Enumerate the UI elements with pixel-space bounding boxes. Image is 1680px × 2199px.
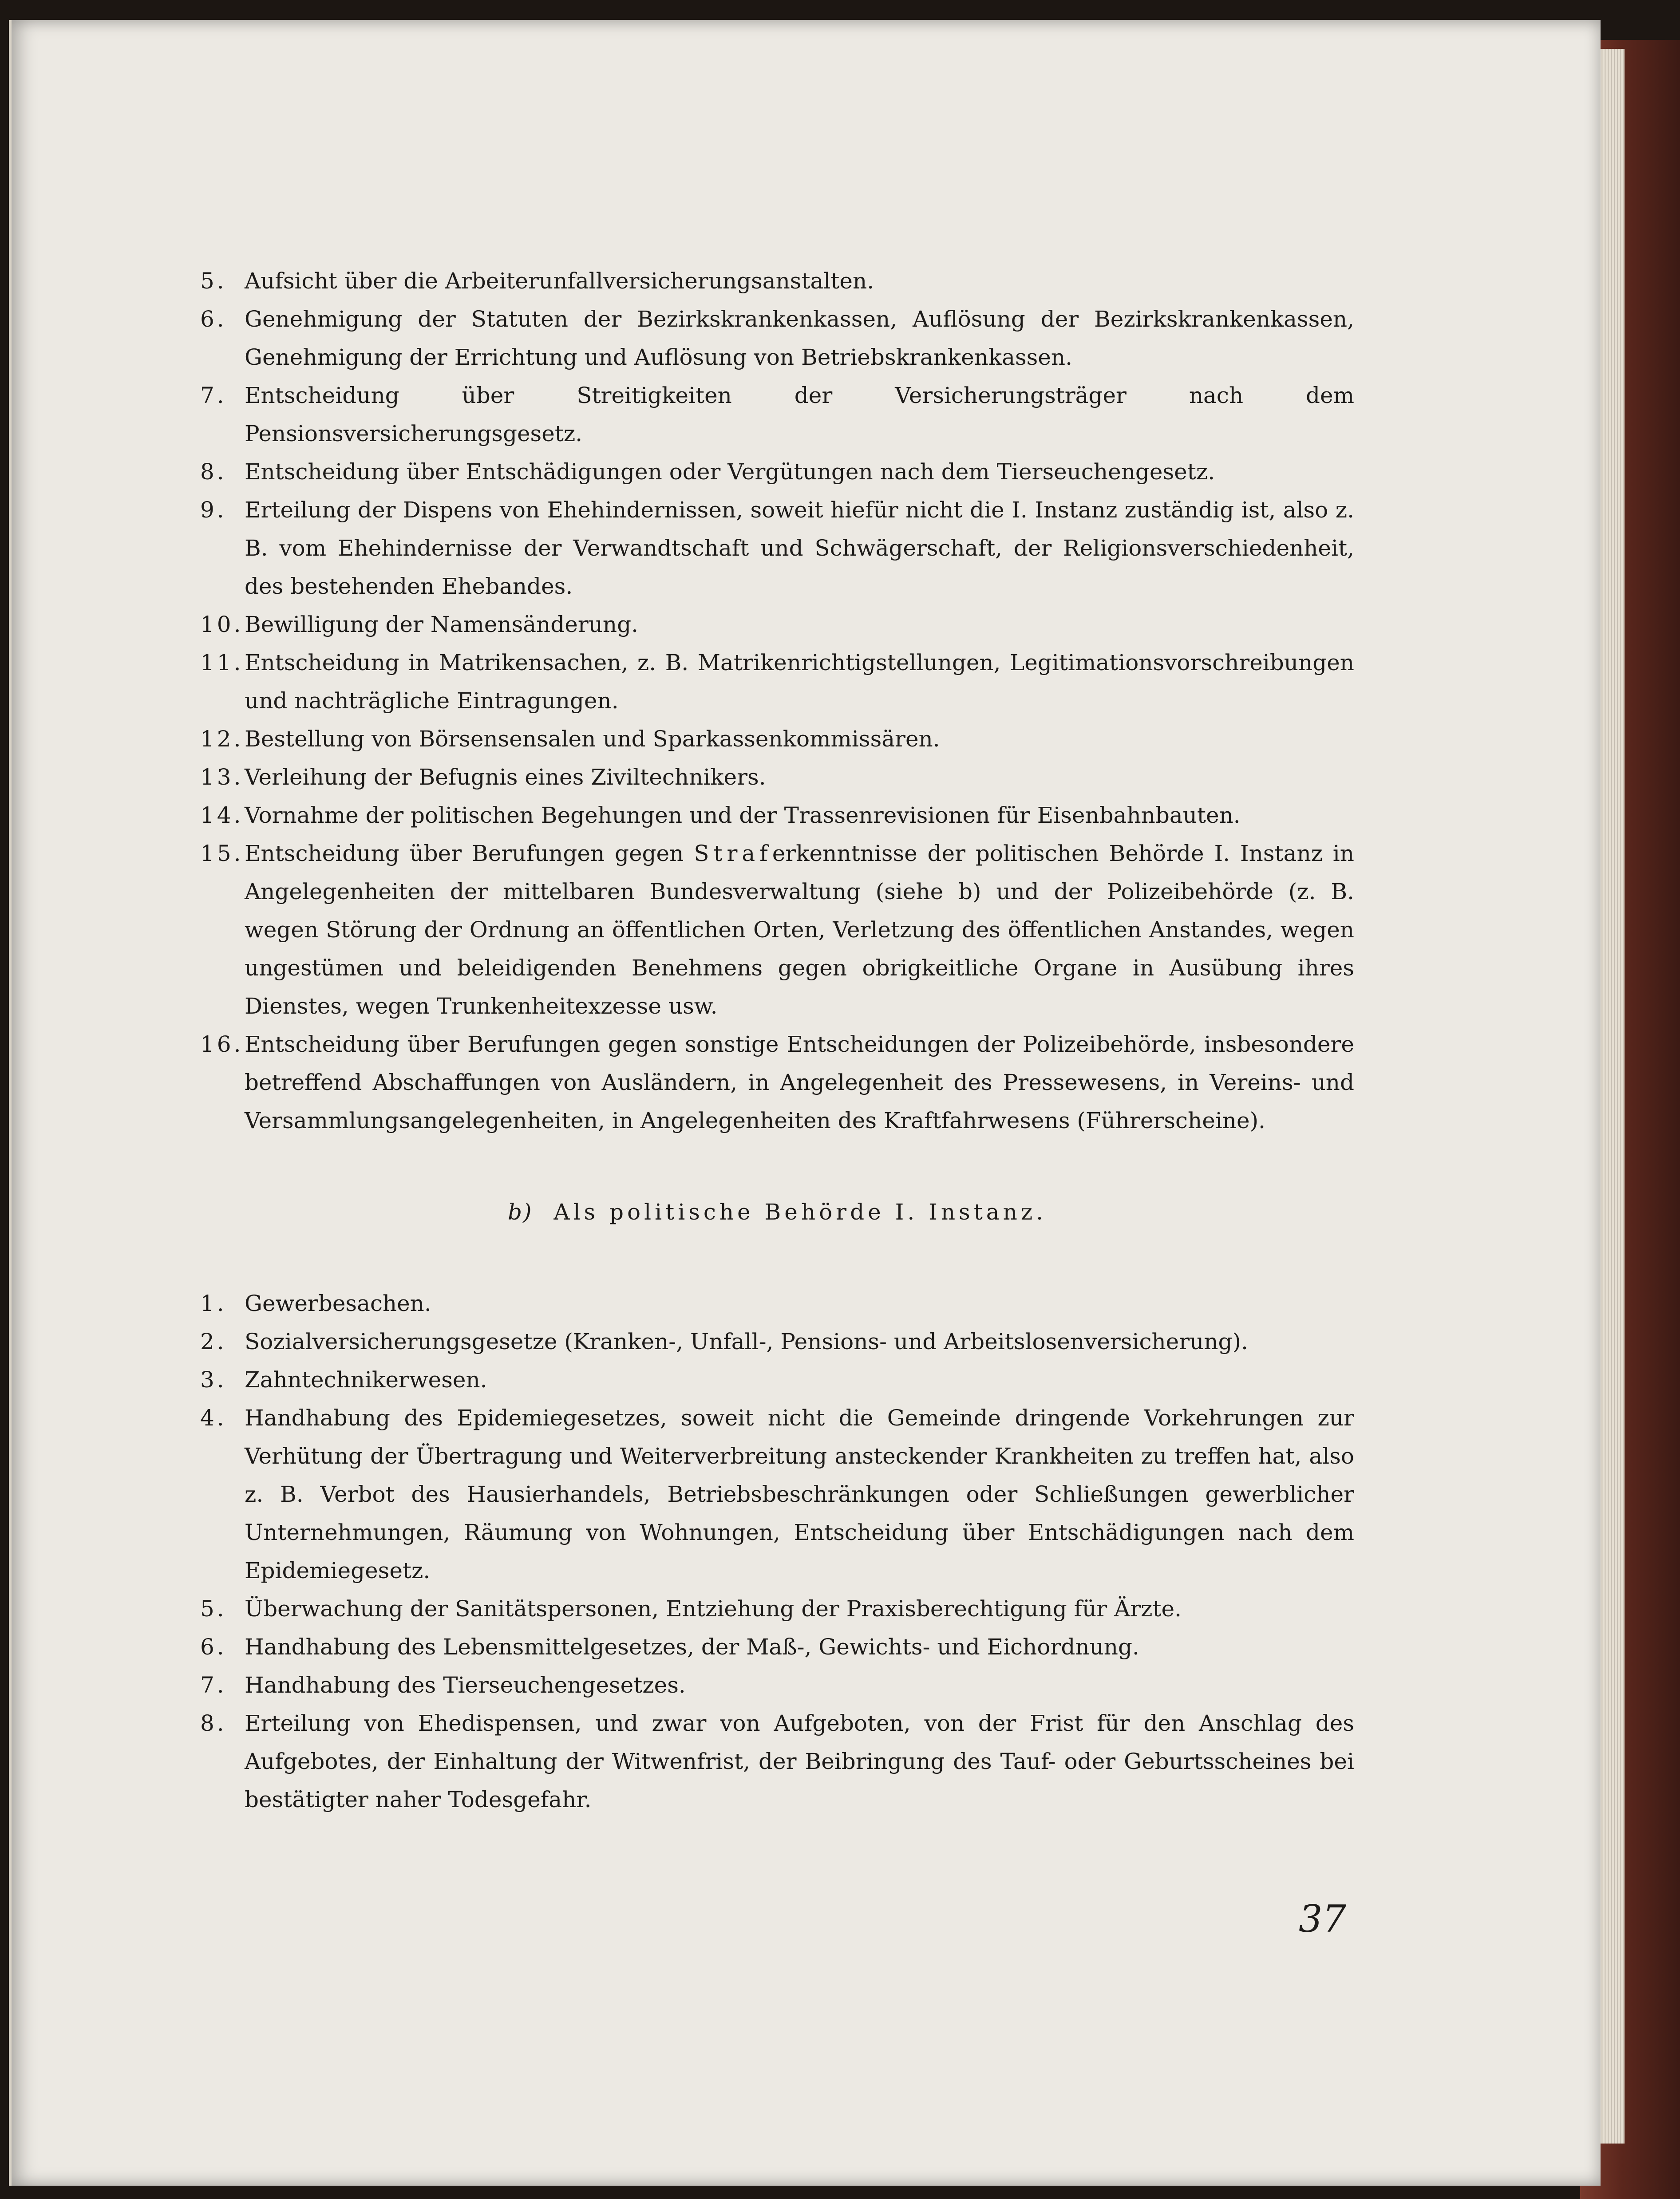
list-item-a-10 (200, 796, 1354, 834)
item-text: Handhabung des Lebensmittelgesetzes, der Maß-, Gewichts- und Eichordnung. (245, 1634, 1139, 1660)
list-item-a-16 (200, 1025, 1354, 1140)
list-item-a-5 (200, 491, 1354, 605)
item-text: Bestellung von Börsensensalen und Sparkassenkommissären. (245, 726, 940, 752)
list-item-b-2 (200, 1323, 1354, 1361)
item-text: Bewilligung der Namensänderung. (245, 612, 639, 637)
list-item-a-8 (200, 720, 1354, 758)
item-number: 14. (200, 802, 244, 828)
list-item-b-8 (200, 1704, 1354, 1819)
item-number: 6. (200, 1634, 227, 1660)
item-number: 10. (200, 612, 244, 637)
item-text: Überwachung der Sanitätspersonen, Entziehung der Praxisberechtigung für Ärzte. (245, 1596, 1182, 1622)
page-text (200, 262, 1354, 1819)
item-text: Entscheidung in Matrikensachen, z. B. Matrikenrichtigstellungen, Legitimationsvorschreibungen und nachträgliche Eintragungen. (245, 650, 1354, 714)
item-text: Aufsicht über die Arbeiterunfallversicherungsanstalten. (245, 268, 874, 294)
item-number: 1. (200, 1291, 227, 1316)
list-item-a-7 (200, 644, 1354, 720)
item-number: 16. (200, 1031, 244, 1057)
item-text: Handhabung des Tierseuchengesetzes. (245, 1672, 686, 1698)
section-title: Als politische Behörde I. Instanz. (553, 1199, 1047, 1225)
item-number: 11. (200, 650, 244, 675)
item-text: Erteilung der Dispens von Ehehindernissen, soweit hiefür nicht die I. Instanz zuständig ist, also z. B. vom Ehehindernisse der Verwandtschaft und Schwägerschaft, der Religionsverschiedenheit, des bestehenden Ehebandes. (245, 497, 1354, 599)
item-text: Verleihung der Befugnis eines Ziviltechnikers. (245, 764, 766, 790)
item-text: Entscheidung über Entschädigungen oder Vergütungen nach dem Tierseuchengesetz. (245, 459, 1215, 485)
item-number: 5. (200, 268, 227, 294)
item-number: 7. (200, 1672, 227, 1698)
section-heading (200, 1193, 1354, 1231)
item-text: Vornahme der politischen Begehungen und der Trassenrevisionen für Eisenbahnbauten. (245, 802, 1241, 828)
list-item-a-9 (200, 758, 1354, 796)
item-number: 8. (200, 1710, 227, 1736)
item-text-pre: Entscheidung über Berufungen gegen (245, 841, 694, 866)
list-item-b-7 (200, 1666, 1354, 1704)
item-number: 4. (200, 1405, 227, 1431)
item-number: 7. (200, 383, 227, 408)
item-text: Zahntechnikerwesen. (245, 1367, 487, 1393)
item-number: 5. (200, 1596, 227, 1622)
list-item-a-15 (200, 834, 1354, 1025)
item-number: 8. (200, 459, 227, 485)
list-item-b-6 (200, 1628, 1354, 1666)
list-item-a-6 (200, 605, 1354, 644)
item-text: Sozialversicherungsgesetze (Kranken-, Unfall-, Pensions- und Arbeitslosenversicherung). (245, 1329, 1248, 1354)
list-item-a-2 (200, 300, 1354, 376)
section-label: b) (507, 1199, 533, 1225)
list-item-b-4 (200, 1399, 1354, 1590)
book-page (9, 20, 1601, 2186)
item-text: Handhabung des Epidemiegesetzes, soweit nicht die Gemeinde dringende Vorkehrungen zur Verhütung der Übertragung und Weiterverbreitung ansteckender Krankheiten zu treffen hat, also z. B. Verbot des Hausierhandels, Betriebsbeschränkungen oder Schließungen gewerblicher Unternehmungen, Räumung von Wohnungen, Entscheidung über Entschädigungen nach dem Epidemiegesetz. (245, 1405, 1354, 1583)
list-section-b (200, 1284, 1354, 1819)
item-text: Genehmigung der Statuten der Bezirkskrankenkassen, Auflösung der Bezirkskrankenkassen, Genehmigung der Errichtung und Auflösung von Betriebskrankenkassen. (245, 306, 1354, 370)
item-text: Entscheidung über Streitigkeiten der Versicherungsträger nach dem Pensionsversicherungsgesetz. (245, 383, 1354, 446)
list-item-a-1 (200, 262, 1354, 300)
item-number: 12. (200, 726, 244, 752)
item-text: Entscheidung über Berufungen gegen sonstige Entscheidungen der Polizeibehörde, insbesondere betreffend Abschaffungen von Ausländern, in Angelegenheit des Pressewesens, in Vereins- und Versammlungsangelegenheiten, in Angelegenheiten des Kraftfahrwesens (Führerscheine). (245, 1031, 1354, 1133)
item-number: 3. (200, 1367, 227, 1393)
item-text: Gewerbesachen. (245, 1291, 431, 1316)
item-text-emphasis: Straf (694, 841, 772, 866)
list-item-b-3 (200, 1361, 1354, 1399)
list-section-a (200, 262, 1354, 834)
item-text-post: erkenntnisse der politischen Behörde I. Instanz in Angelegenheiten der mittelbaren Bundesverwaltung (siehe b) und der Polizeibehörde (z. B. wegen Störung der Ordnung an öffentlichen Orten, Verletzung des öffentlichen Anstandes, wegen ungestümen und beleidigenden Benehmens gegen obrigkeitliche Organe in Ausübung ihres Dienstes, wegen Trunkenheitexzesse usw. (245, 841, 1355, 1019)
list-item-b-1 (200, 1284, 1354, 1323)
item-number: 13. (200, 764, 244, 790)
item-number: 2. (200, 1329, 227, 1354)
list-item-b-5 (200, 1590, 1354, 1628)
item-number: 15. (200, 841, 244, 866)
page-number: 37 (1299, 1897, 1346, 1941)
item-number: 6. (200, 306, 227, 332)
list-item-a-3 (200, 376, 1354, 453)
item-number: 9. (200, 497, 227, 523)
list-item-a-4 (200, 453, 1354, 491)
item-text: Erteilung von Ehedispensen, und zwar von Aufgeboten, von der Frist für den Anschlag des Aufgebotes, der Einhaltung der Witwenfrist, der Beibringung des Tauf- oder Geburtsscheines bei bestätigter naher Todesgefahr. (245, 1710, 1354, 1812)
